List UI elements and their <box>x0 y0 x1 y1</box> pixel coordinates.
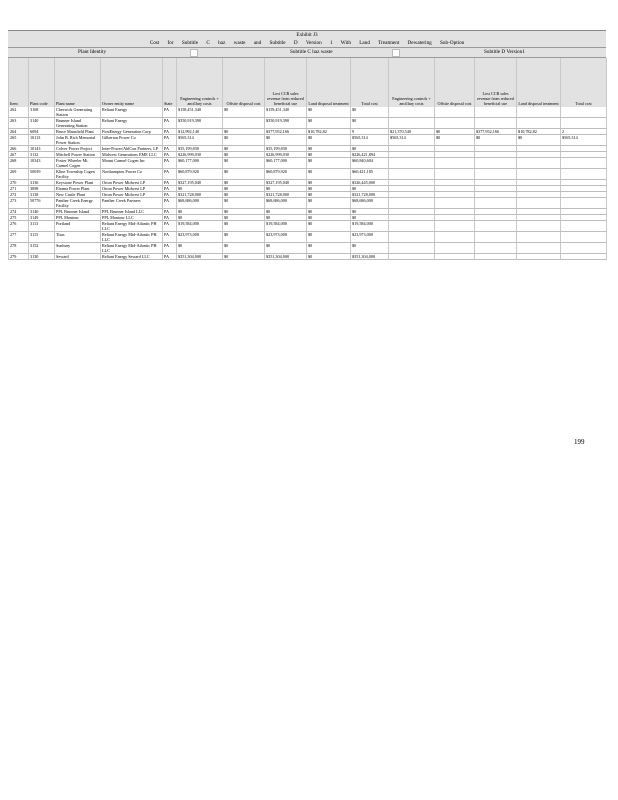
cell-d-offsite <box>435 158 475 169</box>
cell-c-lost-ccr: $0 <box>265 209 307 215</box>
cell-c-offsite: $0 <box>223 221 265 232</box>
col-d-land: Land disposal treatment <box>517 58 561 107</box>
cell-c-engineering: $19,584,000 <box>177 221 223 232</box>
cell-c-total: $0 <box>351 118 389 129</box>
cell-owner-entity: Orion Power Midwest LP <box>101 186 163 192</box>
cell-state: PA <box>163 107 177 118</box>
cell-c-engineering: $321,728,000 <box>177 192 223 198</box>
cell-d-lost-ccr <box>475 198 517 209</box>
cell-d-offsite: $0 <box>435 135 475 146</box>
cell-c-offsite: $0 <box>223 232 265 243</box>
cell-d-offsite <box>435 118 475 129</box>
cell-c-lost-ccr: $0 <box>265 186 307 192</box>
cell-c-lost-ccr: $0 <box>265 135 307 146</box>
cell-plant-code: 3140 <box>29 118 55 129</box>
group-subtitle-c: Subtitle C haz waste <box>290 49 333 55</box>
cell-owner-entity: Reliant Energy Mid-Atlantic PH LLC <box>101 221 163 232</box>
cell-plant-name: Titus <box>55 232 101 243</box>
cell-c-engineering: $226,999,030 <box>177 152 223 158</box>
col-d-engineering: Engineering controls + ancillary costs <box>389 58 435 107</box>
col-d-lost-ccr: Lost CCR sales revenue from reduced beneficial use <box>475 58 517 107</box>
cell-c-total: 9 <box>351 129 389 135</box>
cell-plant-name: Keystone Power Plant <box>55 180 101 186</box>
cell-c-engineering: $68,686,000 <box>177 198 223 209</box>
cell-d-land <box>517 169 561 180</box>
cell-item: 273 <box>9 198 29 209</box>
cell-c-lost-ccr: $159,451,340 <box>265 107 307 118</box>
cell-d-land: $10,782,82 <box>517 129 561 135</box>
cell-state: PA <box>163 192 177 198</box>
table-row <box>9 232 607 243</box>
cell-plant-name: Elrama Power Plant <box>55 186 101 192</box>
cell-d-lost-ccr <box>475 107 517 118</box>
cell-plant-name: PPL Brunner Island <box>55 209 101 215</box>
col-d-total: Total cost <box>561 58 607 107</box>
cell-c-total: $351,304,000 <box>351 254 389 260</box>
table-row <box>9 107 607 118</box>
cell-plant-name: Cheswick Generating Station <box>55 107 101 118</box>
cell-plant-code: 3140 <box>29 209 55 215</box>
cell-c-total: $60,421,185 <box>351 169 389 180</box>
cell-c-offsite: $0 <box>223 152 265 158</box>
exhibit-banner <box>8 30 606 47</box>
cell-c-engineering: $0 <box>177 186 223 192</box>
cell-state: PA <box>163 146 177 152</box>
cell-c-land: $0 <box>307 118 351 129</box>
cell-d-engineering <box>389 169 435 180</box>
cell-c-total: $0 <box>351 243 389 254</box>
cell-d-offsite: $0 <box>435 129 475 135</box>
cell-d-engineering <box>389 107 435 118</box>
cell-c-engineering: $0 <box>177 243 223 254</box>
cell-state: PA <box>163 254 177 260</box>
cell-c-lost-ccr: $226,999,030 <box>265 152 307 158</box>
cell-d-land <box>517 118 561 129</box>
group-plant-identity: Plant Identity <box>78 49 107 55</box>
cell-plant-code: 3136 <box>29 180 55 186</box>
cell-c-lost-ccr: $60,879,920 <box>265 169 307 180</box>
cell-plant-code: 3152 <box>29 243 55 254</box>
cell-c-offsite <box>223 118 265 129</box>
table-row <box>9 198 607 209</box>
cell-plant-name: Bruce Mansfield Plant <box>55 129 101 135</box>
cell-d-engineering <box>389 254 435 260</box>
cell-d-land <box>517 221 561 232</box>
cell-c-offsite: $0 <box>223 198 265 209</box>
cell-c-lost-ccr: $19,584,000 <box>265 221 307 232</box>
cell-plant-name: PPL Montour <box>55 215 101 221</box>
cell-c-total: $0 <box>351 215 389 221</box>
cell-item: 270 <box>9 180 29 186</box>
cell-d-land <box>517 254 561 260</box>
cell-plant-name: New Castle Plant <box>55 192 101 198</box>
cell-d-total <box>561 107 607 118</box>
cell-state: PA <box>163 198 177 209</box>
cell-d-total <box>561 243 607 254</box>
cell-d-offsite <box>435 232 475 243</box>
cell-plant-name: Panther Creek Energy Facility <box>55 198 101 209</box>
cell-owner-entity: Reliant Energy Mid-Atlantic PH LLC <box>101 243 163 254</box>
cell-state: PA <box>163 221 177 232</box>
cell-owner-entity: Orion Power Midwest LP <box>101 180 163 186</box>
cell-c-land: $0 <box>307 254 351 260</box>
col-plant-name: Plant name <box>55 58 101 107</box>
cell-state: PA <box>163 215 177 221</box>
cell-owner-entity: Orion Power Midwest LP <box>101 192 163 198</box>
cell-c-offsite: $0 <box>223 129 265 135</box>
cell-state: PA <box>163 169 177 180</box>
cell-d-total: $565,314 <box>561 135 607 146</box>
cell-item: 272 <box>9 192 29 198</box>
cell-state: PA <box>163 180 177 186</box>
cell-state: PA <box>163 209 177 215</box>
cell-owner-entity: Gilberton Power Co <box>101 135 163 146</box>
cell-item: 265 <box>9 135 29 146</box>
cell-plant-name: Foster Wheeler Mt. Carmel Cogen <box>55 158 101 169</box>
cell-plant-code: 3130 <box>29 254 55 260</box>
cell-plant-name: Seward <box>55 254 101 260</box>
cell-plant-name: Sunbury <box>55 243 101 254</box>
cell-state: PA <box>163 243 177 254</box>
cell-item: 277 <box>9 232 29 243</box>
cell-plant-code: 10143 <box>29 146 55 152</box>
cell-plant-name: Brunner Island Generating Station <box>55 118 101 129</box>
cell-c-engineering: $23,973,000 <box>177 232 223 243</box>
cell-item: 267 <box>9 152 29 158</box>
col-plant-code: Plant code <box>29 58 55 107</box>
cell-d-total <box>561 169 607 180</box>
table-header-row <box>9 58 607 107</box>
cell-d-lost-ccr <box>475 158 517 169</box>
cell-d-engineering <box>389 221 435 232</box>
cell-plant-code: 10113 <box>29 135 55 146</box>
cell-c-lost-ccr: $327,195,040 <box>265 180 307 186</box>
cell-d-total <box>561 221 607 232</box>
col-c-lost-ccr: Lost CCR sales revenue from reduced beneficial use <box>265 58 307 107</box>
cell-c-land: $0 <box>307 232 351 243</box>
cell-c-total: $68,686,000 <box>351 198 389 209</box>
cell-state: PA <box>163 129 177 135</box>
table-row <box>9 254 607 260</box>
cell-c-land: $0 <box>307 221 351 232</box>
cell-c-offsite: $0 <box>223 146 265 152</box>
table-body <box>9 107 607 260</box>
cell-c-lost-ccr: $0 <box>265 215 307 221</box>
table-row <box>9 243 607 254</box>
cell-c-offsite: $0 <box>223 180 265 186</box>
cell-d-land <box>517 107 561 118</box>
cell-plant-code: 3113 <box>29 221 55 232</box>
cell-plant-code: 3132 <box>29 152 55 158</box>
cell-c-total: $0 <box>351 186 389 192</box>
cell-c-total: $321,728,000 <box>351 192 389 198</box>
cell-c-engineering: $351,304,000 <box>177 254 223 260</box>
col-c-total: Total cost <box>351 58 389 107</box>
cell-owner-entity: PPL Brunner Island LLC <box>101 209 163 215</box>
cell-c-offsite: $0 <box>223 192 265 198</box>
cell-plant-name: John B. Rich Memorial Power Station <box>55 135 101 146</box>
cell-c-land: $0 <box>307 209 351 215</box>
cell-c-land: $0 <box>307 198 351 209</box>
cell-item: 275 <box>9 215 29 221</box>
cell-c-lost-ccr: $377,952,166 <box>265 129 307 135</box>
cell-item: 262 <box>9 107 29 118</box>
cell-item: 264 <box>9 129 29 135</box>
cell-c-land: $0 <box>307 158 351 169</box>
cell-owner-entity: PPL Montour LLC <box>101 215 163 221</box>
cell-c-engineering: $35,199,830 <box>177 146 223 152</box>
cell-state: PA <box>163 135 177 146</box>
cell-c-engineering: $565,314 <box>177 135 223 146</box>
cell-owner-entity: Reliant Energy <box>101 118 163 129</box>
cell-c-offsite: $0 <box>223 158 265 169</box>
cell-plant-code: 50039 <box>29 169 55 180</box>
cell-c-engineering: $60,879,920 <box>177 169 223 180</box>
cell-c-engineering: $0 <box>177 209 223 215</box>
table-row <box>9 135 607 146</box>
cell-c-land: $0 <box>307 215 351 221</box>
cell-d-lost-ccr <box>475 254 517 260</box>
cell-c-offsite: $0 <box>223 243 265 254</box>
cell-owner-entity: Panther Creek Partners <box>101 198 163 209</box>
exhibit-subtitle: Cost for Subtitle C haz waste and Subtitle D Version 1 With Land Treatment Dewatering Sub-Option <box>149 40 465 46</box>
cell-d-land <box>517 243 561 254</box>
cell-state: PA <box>163 232 177 243</box>
cell-d-offsite <box>435 169 475 180</box>
cell-d-total <box>561 254 607 260</box>
cell-item: 269 <box>9 169 29 180</box>
cell-d-lost-ccr <box>475 243 517 254</box>
cell-c-total: $60,840,604 <box>351 158 389 169</box>
col-c-offsite: Offsite disposal cost <box>223 58 265 107</box>
cell-c-total: $0 <box>351 146 389 152</box>
group-marker <box>392 49 400 57</box>
cell-c-offsite: $0 <box>223 169 265 180</box>
cell-owner-entity: Reliant Energy Seward LLC <box>101 254 163 260</box>
col-c-land: Land disposal treatment <box>307 58 351 107</box>
cell-item: 263 <box>9 118 29 129</box>
cell-d-total <box>561 158 607 169</box>
table-row <box>9 118 607 129</box>
cell-d-offsite <box>435 254 475 260</box>
cell-c-engineering: $327,195,040 <box>177 180 223 186</box>
cell-c-land: $0 <box>307 186 351 192</box>
cell-c-total: $326,445,000 <box>351 180 389 186</box>
cell-owner-entity: Northampton Power Co <box>101 169 163 180</box>
cell-d-lost-ccr: $377,952,166 <box>475 129 517 135</box>
cell-c-land: $0 <box>307 152 351 158</box>
page-number: 199 <box>574 438 585 446</box>
cell-state: PA <box>163 186 177 192</box>
exhibit-title: Exhibit J3 <box>296 32 318 38</box>
cell-d-land: $0 <box>517 135 561 146</box>
cell-c-lost-ccr: $0 <box>265 243 307 254</box>
cell-plant-code: 50776 <box>29 198 55 209</box>
cell-c-total: $0 <box>351 107 389 118</box>
cell-c-total: $0 <box>351 209 389 215</box>
col-item: Item <box>9 58 29 107</box>
cell-c-total: $565,314 <box>351 135 389 146</box>
cell-d-engineering <box>389 232 435 243</box>
cell-plant-code: 3115 <box>29 232 55 243</box>
exhibit-sheet <box>8 30 606 260</box>
cell-c-engineering: $350,919,390 <box>177 118 223 129</box>
col-c-engineering: Engineering controls + ancillary costs <box>177 58 223 107</box>
table-row <box>9 221 607 232</box>
cell-c-total: $226,421,894 <box>351 152 389 158</box>
cell-d-lost-ccr <box>475 118 517 129</box>
cell-c-offsite: $0 <box>223 107 265 118</box>
cell-d-engineering <box>389 198 435 209</box>
cell-c-land: $0 <box>307 169 351 180</box>
cell-c-land: $0 <box>307 135 351 146</box>
cell-plant-code: 3098 <box>29 186 55 192</box>
cell-owner-entity: Reliant Energy Mid-Atlantic PH LLC <box>101 232 163 243</box>
col-owner-entity: Owner entity name <box>101 58 163 107</box>
cell-d-total <box>561 118 607 129</box>
group-marker <box>190 49 198 57</box>
cell-c-engineering: $0 <box>177 215 223 221</box>
cell-d-lost-ccr <box>475 169 517 180</box>
cell-state: PA <box>163 158 177 169</box>
cell-c-engineering: $12,992,140 <box>177 129 223 135</box>
table-row <box>9 169 607 180</box>
cell-d-engineering <box>389 243 435 254</box>
cell-item: 266 <box>9 146 29 152</box>
cell-c-land: $0 <box>307 180 351 186</box>
cell-d-offsite <box>435 221 475 232</box>
cell-c-lost-ccr: $351,304,000 <box>265 254 307 260</box>
cell-d-engineering: $21,370,540 <box>389 129 435 135</box>
cell-c-total: $23,973,000 <box>351 232 389 243</box>
cell-c-offsite: $0 <box>223 254 265 260</box>
cell-plant-code: 10343 <box>29 158 55 169</box>
table-row <box>9 158 607 169</box>
cell-d-lost-ccr: $0 <box>475 135 517 146</box>
cell-c-land: $0 <box>307 243 351 254</box>
cell-c-offsite: $0 <box>223 209 265 215</box>
cell-d-total <box>561 232 607 243</box>
cell-owner-entity: Inter-Power/AhlCon Partners, LP <box>101 146 163 152</box>
cell-d-offsite <box>435 243 475 254</box>
cell-d-total: 2 <box>561 129 607 135</box>
cell-d-land <box>517 232 561 243</box>
cell-item: 268 <box>9 158 29 169</box>
cell-item: 276 <box>9 221 29 232</box>
cell-owner-entity: Midwest Generations EME LLC <box>101 152 163 158</box>
cell-c-offsite: $0 <box>223 186 265 192</box>
cell-d-engineering <box>389 158 435 169</box>
cell-c-lost-ccr: $60,177,000 <box>265 158 307 169</box>
cell-item: 274 <box>9 209 29 215</box>
cell-d-lost-ccr <box>475 232 517 243</box>
cost-table <box>8 58 607 260</box>
cell-c-land: $0 <box>307 192 351 198</box>
cell-c-offsite: $0 <box>223 135 265 146</box>
cell-plant-name: Mitchell Power Station <box>55 152 101 158</box>
cell-state: PA <box>163 152 177 158</box>
cell-c-engineering: $60,177,000 <box>177 158 223 169</box>
cell-c-total: $19,584,000 <box>351 221 389 232</box>
cell-plant-code: 6094 <box>29 129 55 135</box>
cell-item: 279 <box>9 254 29 260</box>
cell-plant-code: 3168 <box>29 107 55 118</box>
cell-plant-name: Colver Power Project <box>55 146 101 152</box>
cell-owner-entity: Mount Carmel Cogen Inc <box>101 158 163 169</box>
cell-c-land: $0 <box>307 107 351 118</box>
cell-plant-code: 3149 <box>29 215 55 221</box>
cell-d-lost-ccr <box>475 221 517 232</box>
cell-c-offsite: $0 <box>223 215 265 221</box>
cell-owner-entity: Reliant Energy <box>101 107 163 118</box>
cell-d-land <box>517 158 561 169</box>
col-d-offsite: Offsite disposal cost <box>435 58 475 107</box>
cell-c-engineering: $158,451,340 <box>177 107 223 118</box>
cell-c-lost-ccr: $23,973,000 <box>265 232 307 243</box>
column-group-row <box>8 47 606 58</box>
col-state: State <box>163 58 177 107</box>
cell-owner-entity: FirstEnergy Generation Corp <box>101 129 163 135</box>
group-subtitle-d: Subtitle D Version1 <box>484 49 525 55</box>
cell-c-land: $0 <box>307 146 351 152</box>
cell-d-offsite <box>435 107 475 118</box>
cell-d-engineering <box>389 118 435 129</box>
cell-plant-code: 3138 <box>29 192 55 198</box>
cell-plant-name: Kline Township Cogen Facility <box>55 169 101 180</box>
cell-plant-name: Portland <box>55 221 101 232</box>
cell-c-lost-ccr: $68,686,000 <box>265 198 307 209</box>
cell-c-lost-ccr: $321,728,000 <box>265 192 307 198</box>
cell-d-offsite <box>435 198 475 209</box>
cell-d-total <box>561 198 607 209</box>
cell-item: 271 <box>9 186 29 192</box>
cell-state: PA <box>163 118 177 129</box>
cell-d-land <box>517 198 561 209</box>
cell-c-lost-ccr: $35,199,830 <box>265 146 307 152</box>
cell-c-lost-ccr: $350,919,390 <box>265 118 307 129</box>
cell-item: 278 <box>9 243 29 254</box>
cell-c-land: $10,782,82 <box>307 129 351 135</box>
cell-d-engineering: $565,314 <box>389 135 435 146</box>
